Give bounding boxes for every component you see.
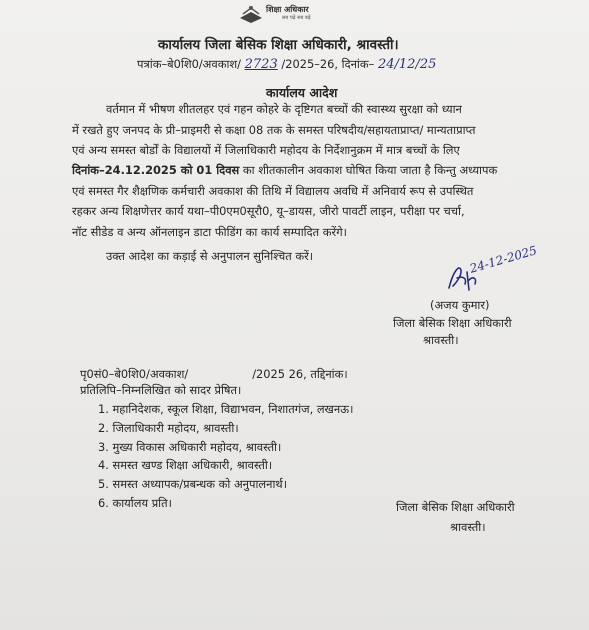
copy-intro: प्रतिलिपि–निम्नलिखित को सादर प्रेषित। xyxy=(80,383,242,397)
copy-ref-prefix: पृ0सं0–बे0शि0/अवकाश/ xyxy=(80,367,189,381)
body-line-3: एवं अन्य समस्त बोर्डों के विद्यालयों में जिलाधिकारी महोदय के निर्देशानुक्रम में मात्र बच्चों के लिए xyxy=(72,143,460,157)
officer-place: श्रावस्ती। xyxy=(423,333,459,347)
office-heading: कार्यालय जिला बेसिक शिक्षा अधिकारी, श्रावस्ती। xyxy=(158,37,399,53)
officer-designation: जिला बेसिक शिक्षा अधिकारी xyxy=(393,316,512,330)
body-line-4-rest: का शीतकालीन अवकाश घोषित किया जाता है किन्तु अध्यापक xyxy=(239,163,498,177)
ref-date: 24/12/25 xyxy=(377,57,437,72)
ref-year: /2025–26, दिनांक– xyxy=(281,57,375,71)
body-line-8: उक्त आदेश का कड़ाई से अनुपालन सुनिश्चित करें। xyxy=(106,249,314,263)
recipient-item: 1. महानिदेशक, स्कूल शिक्षा, विद्याभवन, निशातगंज, लखनऊ। xyxy=(98,402,354,416)
department-logo xyxy=(238,4,350,26)
body-line-5: एवं समस्त गैर शैक्षणिक कर्मचारी अवकाश की तिथि में विद्यालय अवधि में अनिवार्य रूप से उपस्थित xyxy=(72,184,474,198)
footer-designation: जिला बेसिक शिक्षा अधिकारी xyxy=(396,500,515,514)
copy-reference-line xyxy=(80,367,348,381)
ref-number: 2723 xyxy=(244,57,278,72)
ref-prefix: पत्रांक–बे0शि0/अवकाश/ xyxy=(137,57,242,71)
recipient-item: 5. समस्त अध्यापक/प्रबन्धक को अनुपालनार्थ। xyxy=(98,477,288,491)
recipient-item: 4. समस्त खण्ड शिक्षा अधिकारी, श्रावस्ती। xyxy=(98,458,273,472)
recipient-item: 2. जिलाधिकारी महोदय, श्रावस्ती। xyxy=(98,421,239,435)
body-line-1: वर्तमान में भीषण शीतलहर एवं गहन कोहरे के दृष्टिगत बच्चों की स्वास्थ्य सुरक्षा को ध्यान xyxy=(106,102,462,116)
body-line-7: नॉट सीडेड व अन्य ऑनलाइन डाटा फीडिंग का कार्य सम्पादित करेंगे। xyxy=(72,225,347,239)
footer-place: श्रावस्ती। xyxy=(450,520,486,534)
body-line-2: में रखते हुए जनपद के प्री–प्राइमरी से कक्षा 08 तक के समस्त परिषदीय/सहायताप्राप्त/ मान्यताप्राप्त xyxy=(72,123,476,137)
reference-line xyxy=(137,57,436,72)
copy-ref-year: /2025 26, तद्दिनांक। xyxy=(252,367,348,381)
body-line-4 xyxy=(72,163,497,177)
body-line-6: रहकर अन्य शिक्षणेत्तर कार्य यथा–पी0एम0सूरौ0, यू–डायस, जीरो पावर्टी लाइन, परीक्षा पर चर्चा, xyxy=(72,204,465,218)
recipient-item: 3. मुख्य विकास अधिकारी महोदय, श्रावस्ती। xyxy=(98,440,282,454)
officer-name: (अजय कुमार) xyxy=(430,298,490,312)
logo-text: शिक्षा अधिकार xyxy=(266,5,309,14)
holiday-date-highlight: दिनांक–24.12.2025 को 01 दिवस xyxy=(72,163,240,177)
book-logo-icon xyxy=(238,4,264,24)
logo-subtext: सब पढ़ें सब बढ़ें xyxy=(282,15,311,21)
signature-date: 24-12-2025 xyxy=(468,243,539,276)
recipient-item: 6. कार्यालय प्रति। xyxy=(98,496,172,510)
order-title: कार्यालय आदेश xyxy=(266,85,338,100)
